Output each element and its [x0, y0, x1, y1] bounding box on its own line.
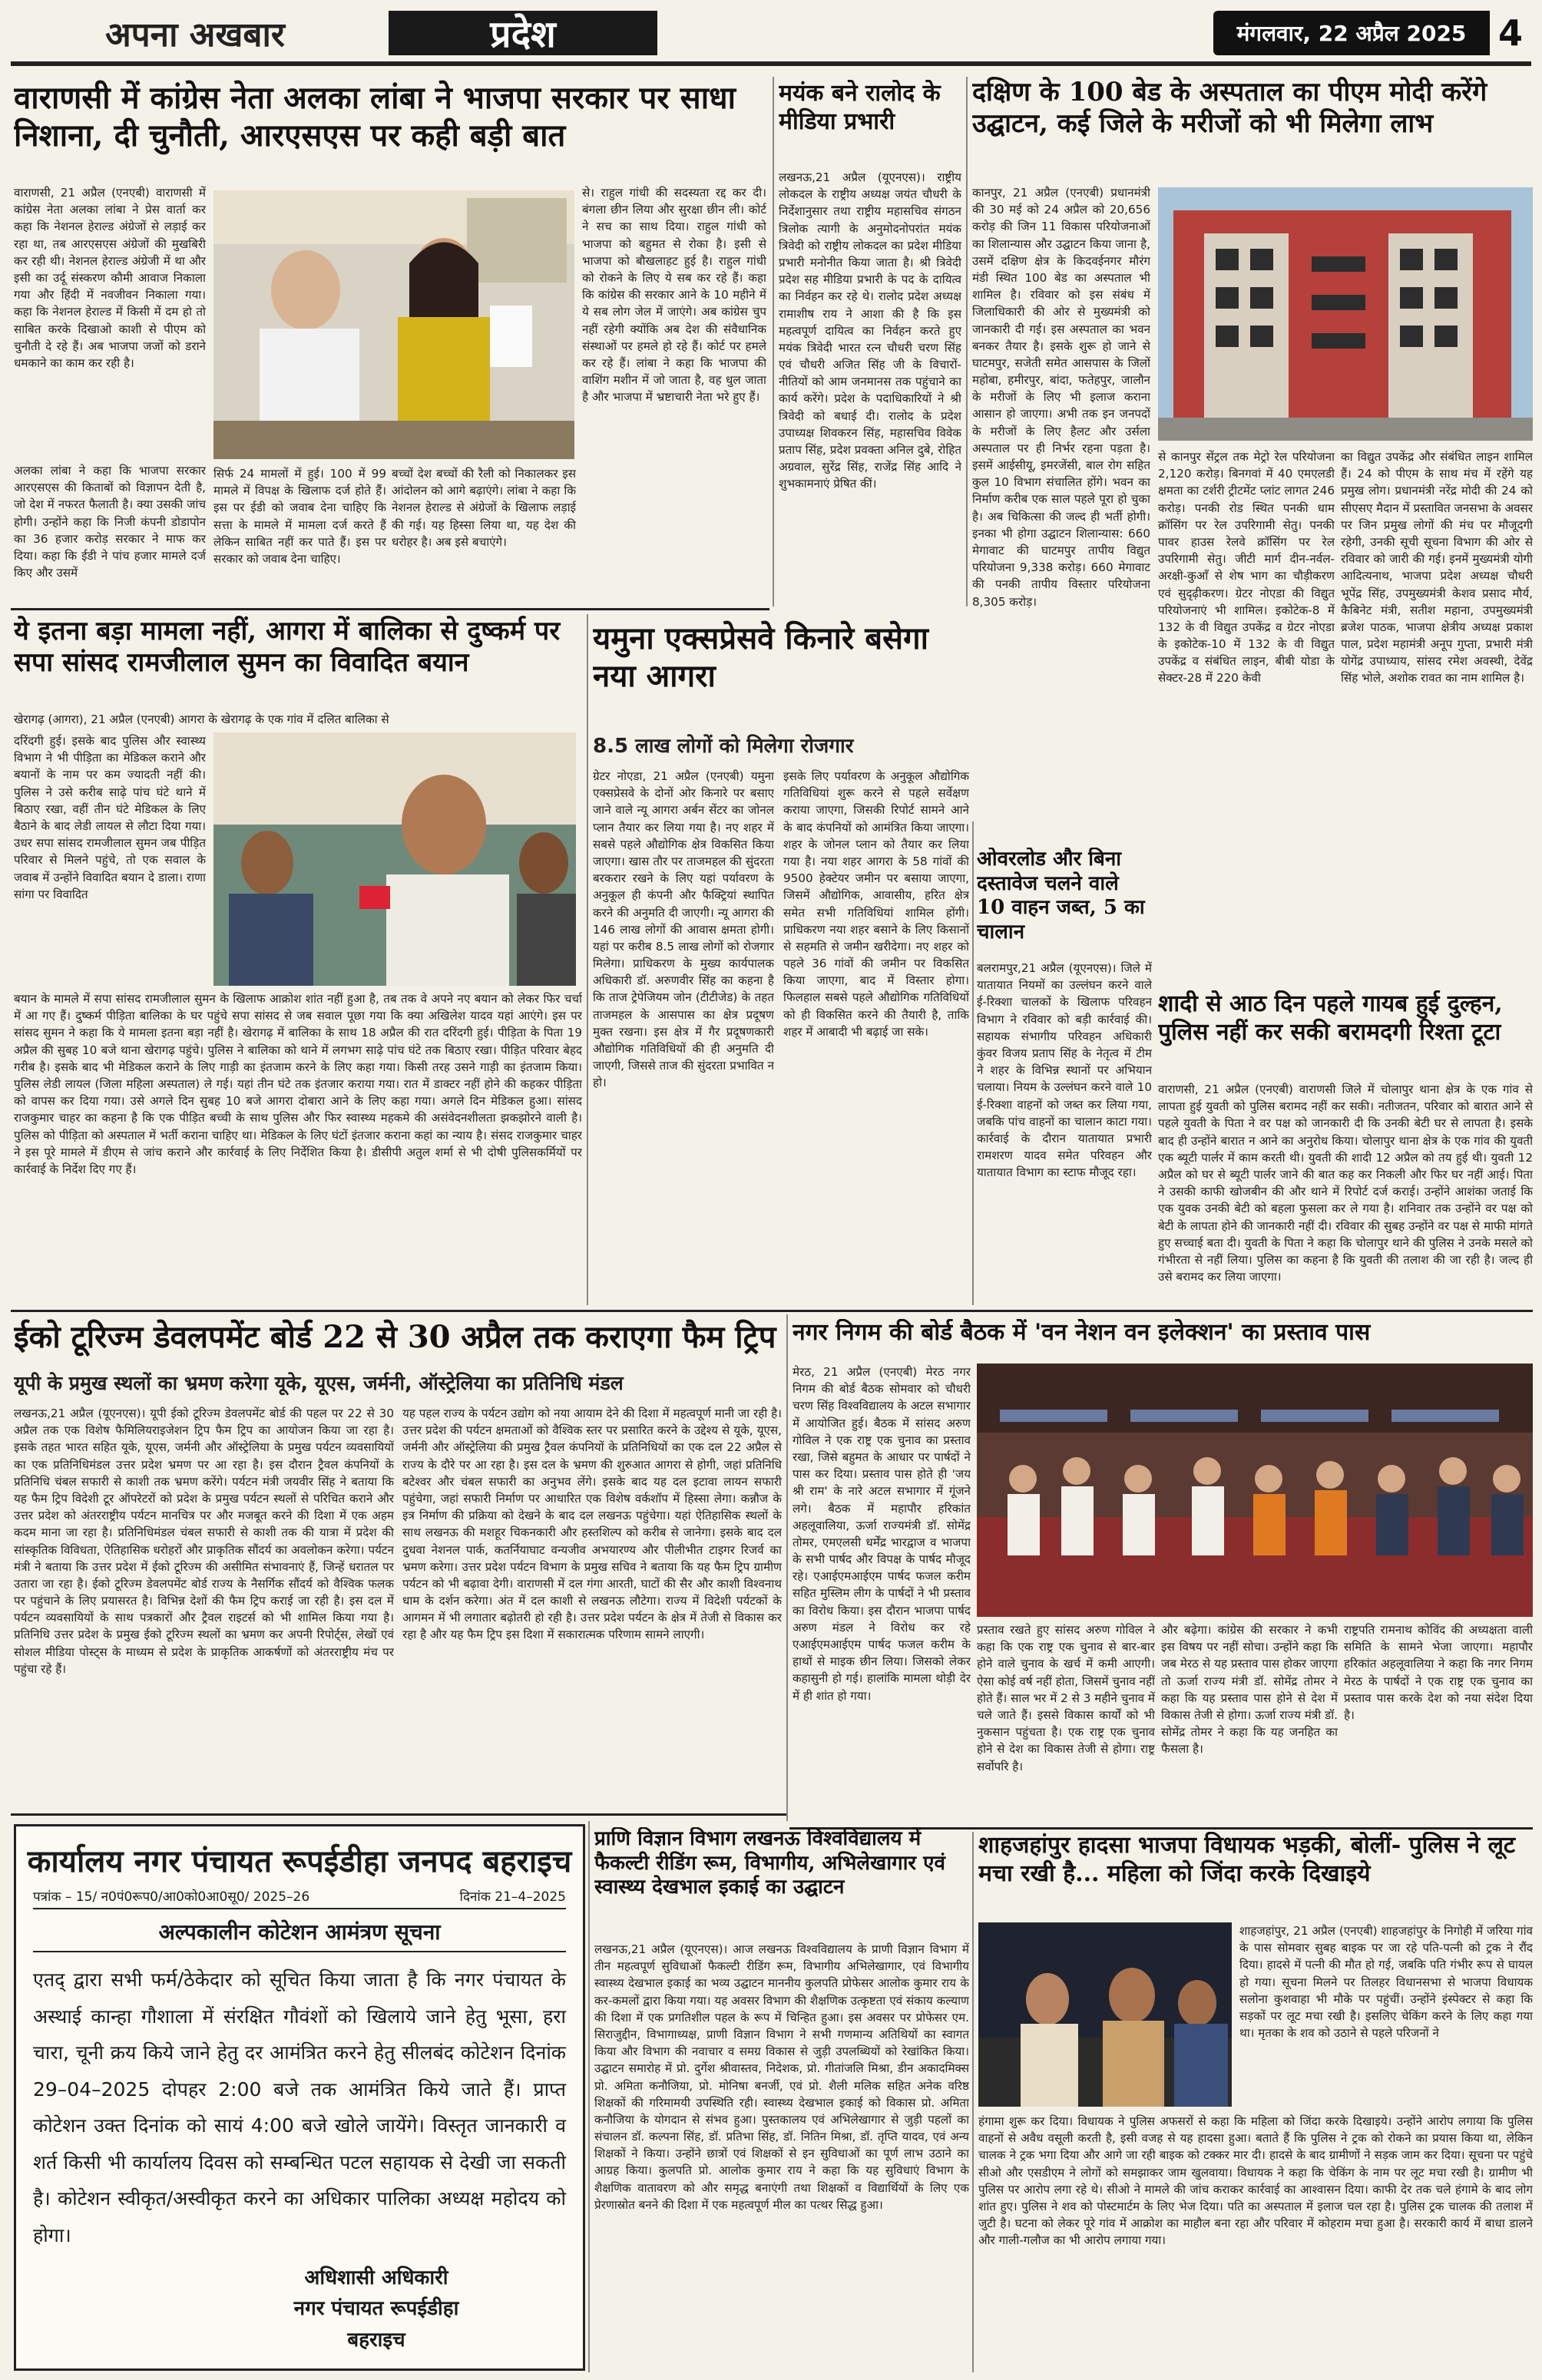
story-yamuna-col2: इसके लिए पर्यावरण के अनुकूल औद्योगिक गतिविधियां शुरू करने से पहले सर्वेक्षण कराया जाएगा, जिसकी रिपोर्ट सामने आने के बाद कंपनियों को आमंत्रित किया जाएगा। शहर के जोनल प्लान को तैयार कर लिया गया है। नया शहर आगरा के 58 गांवों की 9500 हेक्टेयर जमीन पर बसाया जाएगा, जिसमें औद्योगिक, आवासीय, हरित क्षेत्र समेत सभी गतिविधियां शामिल होंगी। प्राधिकरण नया शहर बसाने के लिए किसानों से सहमति से जमीन खरीदेगा। नए शहर को पहले 36 गांवों की जमीन पर विकसित किया जाएगा, बाद में विस्तार होगा। फिलहाल सबसे पहले औद्योगिक गतिविधियों को ही विकसित करने की तैयारी है, ताकि शहर में आबादी भी बढ़ाई जा सके। [783, 769, 969, 1039]
ad-subheading: अल्पकालीन कोटेशन आमंत्रण सूचना [33, 1908, 566, 1952]
story-nigam-col3: और बढ़ेगा। कांग्रेस की सरकार ने कभी इस विषय पर नहीं सोचा। उन्होंने कहा कि जब मेरठ से यह प्रस्ताव पास होकर जाएगा तो ऊर्जा राज्य मंत्री डॉ. सोमेंद्र तोमर ने कहा कि यह प्रस्ताव पास होने से देश में विकास तेजी से होगा। ऊर्जा राज्य मंत्री डॉ. सोमेंद्र तोमर ने कहा कि यह जनहित का फैसला है। [1161, 1623, 1338, 1757]
story-alka-col3: सिर्फ 24 मामलों में हुई। 100 में 99 मामले में विपक्ष के खिलाफ दर्ज होते हैं। इस पर ईडी को जवाब देना चाहिए कि सत्ता के मामले में मामला दर्ज करते हैं लेकिन साबित नहीं कर पाते हैं। इस पर सरकार को जवाब देना चाहिए। [213, 467, 386, 566]
story-nigam-col1: मेरठ, 21 अप्रैल (एनएबी) मेरठ नगर निगम की बोर्ड बैठक सोमवार को चौधरी चरण सिंह विश्वविद्यालय के अटल सभागार में आयोजित हुई। बैठक में सांसद अरुण गोविल ने एक राष्ट्र एक चुनाव का प्रस्ताव रखा, जिसे बहुमत के आधार पर पार्षदों ने पास कर दिया। प्रस्ताव पास होते ही 'जय श्री राम' के नारे अटल सभागार में गूंजने लगे। बैठक में महापौर हरिकांत अहलूवालिया, ऊर्जा राज्यमंत्री डॉ. सोमेंद्र तोमर, एमएलसी धर्मेंद्र भारद्वाज व भाजपा के सभी पार्षद और विपक्ष के पार्षद मौजूद रहे। एआईएमआईएम पार्षद फजल करीम सहित मुस्लिम लीग के पार्षदों ने भी प्रस्ताव का विरोध किया। इस दौरान भाजपा पार्षद अरुण मंडल ने विरोध कर रहे एआईएमआईएम पार्षद फजल करीम के हाथों से माइक छीन लिया। जिसको लेकर कहासुनी हो गई। हालांकि मामला थोड़ी देर में ही शांत हो गया। [793, 1365, 971, 1703]
tender-notice-ad [14, 1824, 585, 2371]
ad-title: कार्यालय नगर पंचायत रूपईडीहा जनपद बहराइच [27, 1843, 572, 1879]
story-lu-body: लखनऊ,21 अप्रैल (यूएनएस)। आज लखनऊ विश्वविद्यालय के प्राणी विज्ञान विभाग में तीन महत्वपूर्ण सुविधाओं फैकल्टी रीडिंग रूम, विभागीय अभिलेखागार, एवं विभागीय स्वास्थ्य देखभाल इकाई का भव्य उद्घाटन माननीय कुलपति प्रोफेसर आलोक कुमार राय के कर-कमलों द्वारा किया गया। यह अवसर विभाग की शैक्षणिक उत्कृष्टता एवं संकाय कल्याण की दिशा में एक प्रगतिशील पहल के रूप में चिन्हित हुआ। इस अवसर पर प्रोफेसर एम. सिराजुद्दीन, विभागाध्यक्ष, प्राणी विज्ञान विभाग ने सभी गणमान्य अतिथियों का स्वागत किया और विभाग की नवाचार व समग्र विकास से जुड़ी उपलब्धियों को रेखांकित किया। उद्घाटन समारोह में प्रो. दुर्गेश श्रीवास्तव, निदेशक, प्रो. गीतांजलि मिश्रा, डीन अकादमिक्स प्रो. अमिता कनौजिया, प्रो. मोनिषा बनर्जी, एवं प्रो. शैली मलिक सहित अनेक वरिष्ठ शिक्षकों की गरिमामयी उपस्थिति रही। स्वास्थ्य देखभाल इकाई को विकास प्रो. अमिता कनौजिया के योगदान से संभव हुआ। पुस्तकालय एवं अभिलेखागार से जुड़ी पहलों का संचालन डॉ. कल्पना सिंह, डॉ. प्रतिभा सिंह, डॉ. नितिन मिश्रा, डॉ. तृप्ति यादव, एवं अन्य शिक्षकों ने किया। उन्होंने छात्रों एवं शिक्षकों से इन सुविधाओं का पूर्ण लाभ उठाने का आग्रह किया। कुलपति प्रो. आलोक कुमार राय ने कहा कि यह सुविधाएं विभाग के शैक्षणिक वातावरण को और समृद्ध बनाएंगी तथा शिक्षकों व विद्यार्थियों के लिए एक प्रेरणास्रोत बनने की दिशा में एक महत्वपूर्ण मील का पत्थर सिद्ध हुआ। [594, 1942, 969, 2212]
story-yamuna-subheadline: 8.5 लाख लोगों को मिलेगा रोजगार [593, 735, 854, 758]
story-overload-body: बलरामपुर,21 अप्रैल (यूएनएस)। जिले में यातायात नियमों का उल्लंघन करने वाले ई-रिक्शा चालकों के खिलाफ परिवहन विभाग ने रविवार को बड़ी कार्रवाई की। सहायक संभागीय परिवहन अधिकारी कुंवर विजय प्रताप सिंह के नेतृत्व में टीम ने शहर के विभिन्न स्थानों पर अभियान चलाया। नियम के उल्लंघन करने वाले 10 ई-रिक्शा वाहनों को जब्त कर लिया गया, जबकि पांच वाहनों का चालान काटा गया। कार्रवाई के दौरान यातायात प्रभारी रामशरण यादव समेत परिवहन और यातायात विभाग का स्टाफ मौजूद रहा। [977, 961, 1152, 1180]
section-rule [11, 1813, 786, 1816]
story-overload-headline: ओवरलोड और बिना दस्तावेज चलने वाले 10 वाहन जब्त, 5 का चालान [977, 848, 1145, 944]
story-eco-headline: ईको टूरिज्म डेवलपमेंट बोर्ड 22 से 30 अप्रैल तक कराएगा फैम ट्रिप [14, 1319, 776, 1355]
story-alka-headline: वाराणसी में कांग्रेस नेता अलका लांबा ने भाजपा सरकार पर साधा निशाना, दी चुनौती, आरएसएस पर कही बड़ी बात [14, 80, 736, 154]
story-alka-col4: बच्चों देश बच्चों की रैली को निकालकर इस आंदोलन को आगे बढ़ाएंगे। लांबा ने कहा कि नेशनल हेराल्ड से अंग्रेजों के खिलाफ लड़ाई की गई। यह हिस्सा लिया था, यह देश की धरोहर है। अब इसे बचाएंगे। [392, 467, 576, 549]
story-bride-headline: शादी से आठ दिन पहले गायब हुई दुल्हन, पुलिस नहीं कर सकी बरामदगी रिश्ता टूटा [1158, 990, 1503, 1046]
story-eco-subheadline: यूपी के प्रमुख स्थलों का भ्रमण करेगा यूके, यूएस, जर्मनी, ऑस्ट्रेलिया का प्रतिनिधि मंडल [14, 1372, 624, 1394]
story-hospital-col3: का विद्युत उपकेंद्र और संबंधित लाइन शामिल हैं। 24 को पीएम के साथ मंच में रहेंगे यह प्रमुख लोग। प्रधानमंत्री नरेंद्र मोदी की 24 को सीएसए मैदान में प्रस्तावित जनसभा के अवसर पर जिन प्रमुख लोगों की मंच पर मौजूदगी रहेगी, उनकी सूची सूचना विभाग की ओर से रविवार को जारी की गई। इनमें मुख्यमंत्री योगी आदित्यनाथ, भाजपा प्रदेश अध्यक्ष चौधरी भूपेंद्र सिंह, उपमुख्यमंत्री केशव प्रसाद मौर्य, कैबिनेट मंत्री, सतीश महाना, उपमुख्यमंत्री ब्रजेश पाठक, भाजपा क्षेत्रीय अध्यक्ष प्रकाश पाल, प्रदेश महामंत्री अनूप गुप्ता, प्रभारी मंत्री योगेंद्र उपाध्याय, सांसद रमेश अवस्थी, देवेंद्र सिंह भोले, अशोक रावत का नाम शामिल है। [1341, 450, 1533, 686]
ad-body: एतद् द्वारा सभी फर्म/ठेकेदार को सूचित किया जाता है कि नगर पंचायत के अस्थाई कान्हा गौशाला में संरक्षित गौवंशों को खिलाये जाने हेतु भूसा, हरा चारा, चूनी क्रय किये जाने हेतु दर आमंत्रित करने हेतु सीलबंद कोटेशन दिनांक 29–04–2025 दोपहर 2:00 बजे तक आमंत्रित किये जाते हैं। प्राप्त कोटेशन उक्त दिनांक को सायं 4:00 बजे खोले जायेंगे। विस्तृत जानकारी व शर्त किसी भी कार्यालय दिवस को सम्बन्धित पटल सहायक से देखी जा सकती है। कोटेशन स्वीकृत/अस्वीकृत करने का अधिकार पालिका अध्यक्ष महोदय को होगा। [33, 1968, 566, 2246]
story-suman-lead: खेरागढ़ (आगरा), 21 अप्रैल (एनएबी) आगरा के खेरागढ़ के एक गांव में दलित बालिका से [14, 712, 389, 726]
story-nigam-col4: राष्ट्रपति रामनाथ कोविंद की अध्यक्षता वाली समिति के सामने भेजा जाएगा। महापौर हरिकांत अहलूवालिया ने कहा कि नगर निगम मेरठ के पार्षदों ने एक राष्ट्र एक चुनाव का प्रस्ताव पास करके देश को नया संदेश दिया है। [1344, 1623, 1533, 1722]
ad-signature [16, 2263, 583, 2355]
section-name: प्रदेश [389, 11, 657, 55]
ad-date: दिनांक 21–4–2025 [459, 1889, 566, 1905]
story-mayank-headline: मयंक बने रालोद के मीडिया प्रभारी [779, 80, 941, 135]
photo-hospital [1158, 187, 1533, 441]
story-shahjahanpur-bottom: हंगामा शुरू कर दिया। विधायक ने पुलिस अफसरों से कहा कि महिला को जिंदा करके दिखाइये। उन्होंने आरोप लगाया कि पुलिस वाहनों से अवैध वसूली करती है, इसी वजह से यह हादसा हुआ। बताते हैं कि पुलिस ने ट्रक को रोकने का प्रयास किया था, लेकिन चालक ने ट्रक भगा दिया और आगे जा रही बाइक को टक्कर मार दी। हादसे के बाद ग्रामीणों ने सड़क जाम कर दिया। सूचना पर पहुंचे सीओ और एसडीएम ने लोगों को समझाकर जाम खुलवाया। विधायक ने कहा कि चेकिंग के नाम पर लूट मचा रखी है। ग्रामीण भी पुलिस पर आरोप लगा रहे थे। सीओ ने मामले की जांच कराकर कार्रवाई का आश्वासन दिया। काफी देर तक चले हंगामे के बाद लोग शांत हुए। पुलिस ने शव को पोस्टमार्टम के लिए भेज दिया। पति का अस्पताल में इलाज चल रहा है। पुलिस ट्रक चालक की तलाश में जुटी है। घटना को लेकर पूरे गांव में आक्रोश का माहौल बना रहा और परिवार में कोहराम मचा हुआ है। सरकारी कार्य में बाधा डालने और गाली-गलौज का भी आरोप लगाया गया। [978, 2114, 1533, 2248]
column-rule [972, 821, 974, 1305]
issue-date: मंगलवार, 22 अप्रैल 2025 [1213, 11, 1490, 55]
ad-signatory-title: अधिशासी अधिकारी [304, 2266, 448, 2289]
story-yamuna-headline: यमुना एक्सप्रेसवे किनारे बसेगा नया आगरा [593, 620, 928, 694]
story-hospital-col2: से कानपुर सेंट्रल तक मेट्रो रेल परियोजना 2,120 करोड़। बिनगवां में 40 एमएलडी क्षमता का टर्शरी ट्रीटमेंट प्लांट लागत 246 करोड़। पनकी रोड स्थित पनकी धाम क्रॉसिंग पर रेल उपरिगामी सेतु। पनकी पावर हाउस रेलवे क्रॉसिंग पर रेल उपरिगामी सेतु। जीटी मार्ग दीन-नर्वल-अरक्षी-कुआँ से शेष भाग का चौड़ीकरण एवं सुदृढ़ीकरण। ग्रेटर नोएडा की विद्युत परियोजनाएं भी शामिल। इकोटेक-8 में 132 के वी विद्युत उपकेंद्र व ग्रेटर नोएडा के इकोटेक-10 में 132 के वी विद्युत उपकेंद्र व संबंधित लाइन, बीबी योडा के सेक्टर-28 में 220 केवी [1158, 450, 1335, 686]
column-rule [588, 1821, 590, 2372]
story-alka-col2: से। राहुल गांधी की सदस्यता रद्द कर दी। बंगला छीन लिया और सुरक्षा छीन ली। कोर्ट ने सच का साथ दिया। राहुल गांधी को भाजपा को बहुमत से रोका है। इसी से भाजपा को बौखलाहट हुई है। राहुल गांधी को रोकने के लिए ये सब कर रहे हैं। कहा कि कांग्रेस की सरकार आने के 10 महीने में ये सब लोग जेल में जाएंगे। अब कांग्रेस चुप नहीं रहेगी क्योंकि अब देश की संवैधानिक संस्थाओं पर हमले हो रहे हैं। कोर्ट पर हमले कर रहे हैं। लांबा ने कहा कि भाजपा की वाशिंग मशीन में जो जाता है, वह धुल जाता है और भाजपा में भ्रष्टाचारी नेता भरे हुए हैं। [582, 186, 766, 405]
story-suman-body: बयान के मामले में सपा सांसद रामजीलाल सुमन के खिलाफ आक्रोश शांत नहीं हुआ है, तब तक वे अपने नए बयान को लेकर फिर चर्चा में आ गए हैं। दुष्कर्म पीड़िता बालिका के घर पहुंचे सपा सांसद से जब सवाल पूछा गया कि क्या अखिलेश यादव यहां आएंगे। इस पर सांसद सुमन ने कहा कि ये मामला इतना बड़ा नहीं है। खेरागढ़ में बालिका के साथ 18 अप्रैल की रात दरिंदगी हुई। पीड़िता के पिता 19 अप्रैल की सुबह 10 बजे थाना खेरागढ़ पहुंचे। पुलिस ने बालिका को थाने में लगभग साढ़े पांच घंटे तक बिठाए रखा। पीड़ित परिवार बेहद गरीब है। इसके बाद भी मेडिकल कराने के लिए गाड़ी का इंतजाम करने के लिए कहा गया। किसी तरह उसने गाड़ी का इंतजाम किया। पुलिस लेडी लायल (जिला महिला अस्पताल) ले गई। यहां तीन घंटे तक इंतजार कराया गया। रात में डाक्टर नहीं होने की कहकर पीड़िता को वापस कर दिया गया। उसे अगले दिन सुबह 10 बजे आगरा दोबारा आने के लिए कहा गया। अगले दिन मेडिकल हुआ। सांसद राजकुमार चाहर का कहना है कि एक पीड़ित बच्ची के साथ पुलिस और फिर स्वास्थ्य महकमे की असंवेदनशीलता झकझोरने वाली है। पुलिस को पीड़िता को अस्पताल में भर्ती कराना चाहिए था। मेडिकल के लिए घंटों इंतजार कराना कहां का न्याय है। संसद राजकुमार चाहर ने इस पूरे मामले में डीएम से जांच कराने और कार्रवाई के लिए निर्देशित किया है। डीसीपी अतुल शर्मा से भी दोषी पुलिसकर्मियों पर कार्रवाई के निर्देश दिए गए हैं। [14, 992, 582, 1176]
photo-meeting [977, 1364, 1533, 1617]
story-suman-headline: ये इतना बड़ा मामला नहीं, आगरा में बालिका से दुष्कर्म पर सपा सांसद रामजीलाल सुमन का विवादित बयान [14, 616, 561, 679]
story-alka-col1b: अलका लांबा ने कहा कि भाजपा सरकार आरएसएस की किताबों को विज्ञापन देती है, जो देश में नफरत फैलाती है। क्या उसकी जांच होगी। उन्होंने कहा कि निजी कंपनी डोडापोन का 36 हजार करोड़ सरकार ने माफ कर दिया। कहा कि ईडी ने पांच हजार मामले दर्ज किए और उसमें [14, 464, 206, 580]
photo-ramjilal-suman [213, 732, 576, 986]
ad-signatory-district: बहराइच [347, 2328, 405, 2352]
story-yamuna-col1: ग्रेटर नोएडा, 21 अप्रैल (एनएबी) यमुना एक्सप्रेसवे के दोनों ओर किनारे पर बसाए जाने वाले न्यू आगरा अर्बन सेंटर का जोनल प्लान तैयार कर लिया गया है। नए शहर में सबसे पहले औद्योगिक क्षेत्र विकसित किया जाएगा। खास तौर पर ताजमहल की सुंदरता बरकरार रखने के लिए यहां पर्यावरण के अनुकूल ही कंपनी और फैक्ट्रियां स्थापित करने की अनुमति दी जाएगी। न्यू आगरा की 146 लाख लोगों की आवास क्षमता होगी। यहां पर करीब 8.5 लाख लोगों को रोजगार मिलेगा। प्राधिकरण के मुख्य कार्यपालक अधिकारी डॉ. अरुणवीर सिंह का कहना है कि ताज ट्रेपेजियम जोन (टीटीजेड) के तहत ताजमहल के आसपास का क्षेत्र प्रदूषण मुक्त रखना। इस क्षेत्र में गैर प्रदूषणकारी औद्योगिक गतिविधियों की ही अनुमति दी जाएगी, जिससे ताज की सुंदरता प्रभावित न हो। [593, 769, 774, 1090]
story-nigam-col2: प्रस्ताव रखते हुए सांसद अरुण गोविल ने कहा कि एक राष्ट्र एक चुनाव से बार-बार होने वाले चुनाव के खर्च में कमी आएगी। ऐसा कोई वर्ष नहीं होता, जिसमें चुनाव नहीं होते हैं। साल भर में 2 से 3 महीने चुनाव में चले जाते हैं। इससे विकास कार्यों को भी नुकसान पहुंचता है। एक राष्ट्र एक चुनाव होने से देश का विकास तेजी से होगा। राष्ट्र सर्वोपरि है। [977, 1623, 1155, 1773]
section-rule [11, 608, 769, 610]
column-rule [786, 1314, 788, 1821]
story-nigam-headline: नगर निगम की बोर्ड बैठक में 'वन नेशन वन इलेक्शन' का प्रस्ताव पास [793, 1319, 1371, 1346]
photo-shahjahanpur [978, 1922, 1232, 2107]
newspaper-brand: अपना अखबार [11, 11, 379, 55]
photo-alka-lamba [213, 190, 574, 459]
story-alka-col1: वाराणसी, 21 अप्रैल (एनएबी) वाराणसी में कांग्रेस नेता अलका लांबा ने प्रेस वार्ता कर कहा कि नेशनल हेराल्ड अंग्रेजों से लड़ाई कर रहा था, तब आरएसएस अंग्रेजों की मुखबिरी कर रही थी। नेशनल हेराल्ड अंग्रेजी में था और इसी का उर्दू संस्करण कौमी आवाज निकाला गया और हिंदी में नवजीवन निकाला गया। कहा कि नेशनल हेराल्ड में किसी में दम हो तो साबित करके दिखाओ काशी से पीएम को चुनौती दे रहे हैं। अब भाजपा जजों को डराने धमकाने का काम कर रही है। [14, 186, 206, 370]
story-suman-col1: दरिंदगी हुई। इसके बाद पुलिस और स्वास्थ्य विभाग ने भी पीड़िता का मेडिकल कराने और बयानों के नाम पर कम ज्यादती नहीं की। पुलिस ने उसे करीब साढ़े पांच घंटे थाने में बिठाए रखा, वहीं तीन घंटे मेडिकल के लिए बैठाने के बाद लेडी लायल से लौटा दिया गया। उधर सपा सांसद रामजीलाल सुमन जब पीड़ित परिवार से मिलने पहुंचे, तो एक सवाल के जवाब में उन्होंने विवादित बयान दे डाला। राणा सांगा पर विवादित [14, 734, 206, 901]
ad-meta [16, 1884, 583, 1908]
story-lu-headline: प्राणि विज्ञान विभाग लखनऊ विश्वविद्यालय में फैकल्टी रीडिंग रूम, विभागीय, अभिलेखागार एवं स्वास्थ्य देखभाल इकाई का उद्घाटन [594, 1827, 945, 1899]
story-mayank-body: लखनऊ,21 अप्रैल (यूएनएस)। राष्ट्रीय लोकदल के राष्ट्रीय अध्यक्ष जयंत चौधरी के निर्देशानुसार तथा राष्ट्रीय महासचिव संगठन त्रिलोक त्यागी के अनुमोदनोपरांत मयंक त्रिवेदी को राष्ट्रीय लोकदल का प्रदेश मीडिया प्रभारी मनोनीत किया जाता है। श्री त्रिवेदी प्रदेश सह मीडिया प्रभारी के पद के दायित्व का निर्वहन कर रहे थे। रालोद प्रदेश अध्यक्ष रामाशीष राय ने आशा की है कि इस महत्वपूर्ण दायित्व का निर्वहन करते हुए मयंक त्रिवेदी भारत रत्न चौधरी चरण सिंह एवं चौधरी अजित सिंह जी के विचारों-नीतियों को आम जनमानस तक पहुंचाने का कार्य करेंगे। प्रदेश के पदाधिकारियों ने श्री त्रिवेदी को बधाई दी। रालोद के प्रदेश उपाध्यक्ष शिवकरन सिंह, महासचिव विवेक प्रताप सिंह, प्रदेश प्रवक्ता अनिल दुबे, रोहित अग्रवाल, सुरेंद्र सिंह, राजेंद्र सिंह आदि ने शुभकामनाएं प्रेषित कीं। [779, 170, 961, 491]
section-rule [11, 1310, 1533, 1312]
story-hospital-headline: दक्षिण के 100 बेड के अस्पताल का पीएम मोदी करेंगे उद्घाटन, कई जिले के मरीजों को भी मिलेगा लाभ [972, 77, 1487, 140]
column-rule [972, 1832, 974, 2372]
column-rule [966, 77, 968, 607]
ad-ref-number: पत्रांक – 15/ न0पं0रूप0/आ0को0आ0सू0/ 2025–26 [33, 1889, 310, 1905]
ad-signatory-office: नगर पंचायत रूपईडीहा [293, 2297, 459, 2321]
story-hospital-col1: कानपुर, 21 अप्रैल (एनएबी) प्रधानमंत्री की 30 मई को 24 अप्रैल को 20,656 करोड़ की जिन 11 विकास परियोजनाओं का शिलान्यास और उद्घाटन किया जाना है, उसमें दक्षिण क्षेत्र के किदवईनगर मौरंग मंडी स्थित 100 बेड का अस्पताल भी शामिल है। रविवार को इस संबंध में जिलाधिकारी की ओर से मुख्यमंत्री को जानकारी दी गई। इस अस्पताल का भवन बनकर तैयार है। इसके शुरू हो जाने से घाटमपुर, सजेती समेत आसपास के जिलों महोबा, हमीरपुर, बांदा, फतेहपुर, जालौन के मरीजों के लिए भी इलाज कराना आसान हो जाएगा। अभी तक इन जनपदों के मरीजों के लिए हैलट और उर्सला अस्पताल पर ही निर्भर रहना पड़ता है। इसमें आईसीयू, इमरजेंसी, बाल रोग सहित कुल 10 विभाग संचालित होंगे। भवन का निर्माण करीब एक साल पहले पूरा हो चुका है। अब चिकित्सा की जल्द ही भर्ती होगी। इनका भी होगा उद्घाटन शिलान्यास: 660 मेगावाट की घाटमपुर तापीय विद्युत परियोजना 9,338 करोड़। 660 मेगावाट की पनकी तापीय विस्तार परियोजना 8,305 करोड़। [972, 186, 1150, 609]
column-rule [587, 614, 588, 1305]
column-rule [773, 77, 774, 607]
page-number: 4 [1497, 12, 1523, 54]
story-shahjahanpur-top: शाहजहांपुर, 21 अप्रैल (एनएबी) शाहजहांपुर के निगोही में जरिया गांव के पास सोमवार सुबह बाइक पर जा रहे पति-पत्नी को ट्रक ने रौंद दिया। हादसे में पत्नी की मौत हो गई, जबकि पति गंभीर रूप से घायल हो गया। सूचना मिलने पर तिलहर विधानसभा से भाजपा विधायक सलोना कुशवाहा भी मौके पर पहुंचीं। उन्होंने इंस्पेक्टर से कहा कि सड़कों पर लूट मचा रखी है। इसलिए चेकिंग करने के लिए कहा गया था। मृतका के शव को उठाने से पहले परिजनों ने [1239, 1924, 1533, 2041]
story-shahjahanpur-headline: शाहजहांपुर हादसा भाजपा विधायक भड़की, बोलीं- पुलिस ने लूट मचा रखी है... महिला को जिंदा करके दिखाइये [978, 1832, 1516, 1887]
story-bride-body: वाराणसी, 21 अप्रैल (एनएबी) वाराणसी जिले में चोलापुर थाना क्षेत्र के एक गांव से लापता हुई युवती को पुलिस बरामद नहीं कर सकी। नतीजतन, परिवार को बारात आने से पहले युवती के पिता ने वर पक्ष को जानकारी दी कि उनकी बेटी घर से लापता है। इसके बाद ही उन्होंने बारात न आने का अनुरोध किया। चोलापुर थाना क्षेत्र के एक गांव की युवती एक ब्यूटी पार्लर में काम करती थी। युवती की शादी 12 अप्रैल को तय हुई थी। युवती 12 अप्रैल को घर से ब्यूटी पार्लर जाने की बात कह कर निकली और फिर घर नहीं आई। पिता ने उसकी काफी खोजबीन की और थाने में रिपोर्ट दर्ज कराई। उन्होंने आशंका जताई कि एक युवक उनकी बेटी को बहला फुसला कर ले गया है। शनिवार तक उन्होंने वर पक्ष को बेटी के लापता होने की जानकारी नहीं दी। रविवार की सुबह उन्होंने वर पक्ष से माफी मांगते हुए सच्चाई बता दी। युवती के पिता ने कहा कि चोलापुर थाने की पुलिस ने उनके मसले को गंभीरता से नहीं लिया। पुलिस का कहना है कि युवती की तलाश की जा रही है। जल्द ही उसे बरामद कर लिया जाएगा। [1158, 1083, 1533, 1284]
masthead [11, 5, 1531, 66]
story-eco-col2: यह पहल राज्य के पर्यटन उद्योग को नया आयाम देने की दिशा में महत्वपूर्ण मानी जा रही है। उत्तर प्रदेश की पर्यटन क्षमताओं को वैश्विक स्तर पर प्रसारित करने के उद्देश्य से यूके, यूएस, जर्मनी और ऑस्ट्रेलिया की प्रमुख ट्रैवल कंपनियों के प्रतिनिधियों का एक दल 22 अप्रैल से राज्य के दौरे पर आ रहा है। इस दल के भ्रमण की शुरुआत आगरा से होगी, जहां प्रतिनिधि बटेश्वर और चंबल सफारी का अनुभव लेंगे। इसके बाद यह दल इटावा लायन सफारी पहुंचेगा, जहां सफारी निर्माण पर आधारित एक विशेष वर्कशॉप में हिस्सा लेगा। कन्नौज के इत्र निर्माण की प्रक्रिया को देखने के बाद दल लखनऊ पहुंचेगा। यहां ऐतिहासिक स्थलों के साथ लखनऊ की मशहूर चिकनकारी और हस्तशिल्प को करीब से जानेगा। इसके बाद दल दुधवा नेशनल पार्क, कतर्नियाघाट वन्यजीव अभयारण्य और पीलीभीत टाइगर रिजर्व का भ्रमण करेगा। उत्तर प्रदेश पर्यटन विभाग के प्रमुख सचिव ने बताया कि यह फैम ट्रिप ग्रामीण पर्यटन को भी बढ़ावा देगी। वाराणसी में दल गंगा आरती, घाटों की सैर और काशी विश्वनाथ धाम के दर्शन करेगा। अंत में दल काशी से लखनऊ लौटेगा। राज्य में विदेशी पर्यटकों के आगमन में भी लगातार बढ़ोतरी हो रही है। उत्तर प्रदेश पर्यटन के क्षेत्र में तेजी से विकास कर रहा है और यह फैम ट्रिप इस दिशा में सकारात्मक परिणाम सामने लाएगी। [402, 1407, 782, 1642]
story-eco-col1: लखनऊ,21 अप्रैल (यूएनएस)। यूपी ईको टूरिज्म डेवलपमेंट बोर्ड की पहल पर 22 से 30 अप्रैल तक एक विशेष फैमिलियराइजेशन ट्रिप फैम ट्रिप का आयोजन किया जा रहा है। इसके तहत भारत सहित यूके, यूएस, जर्मनी और ऑस्ट्रेलिया के प्रमुख पर्यटन व्यवसायियों का एक प्रतिनिधिमंडल उत्तर प्रदेश भ्रमण पर आ रहा है। इस दौरान ट्रैवल कंपनियों के प्रतिनिधि चंबल सफारी से काशी तक भ्रमण करेंगे। पर्यटन मंत्री जयवीर सिंह ने बताया कि यह फैम ट्रिप विदेशी टूर ऑपरेटरों को प्रदेश के प्रमुख पर्यटन स्थलों से परिचित कराने और उत्तर प्रदेश को अंतरराष्ट्रीय पर्यटन मानचित्र पर और मजबूत करने की दिशा में एक अहम कदम माना जा रहा है। प्रतिनिधिमंडल चंबल सफारी से काशी तक की यात्रा में प्रदेश की सांस्कृतिक विविधता, ऐतिहासिक धरोहरों और प्राकृतिक सौंदर्य का अवलोकन करेगा। पर्यटन मंत्री ने बताया कि उत्तर प्रदेश में ईको टूरिज्म की असीमित संभावनाएं हैं, जिन्हें धरातल पर उतारा जा रहा है। ईको टूरिज्म डेवलपमेंट बोर्ड राज्य के नैसर्गिक सौंदर्य को वैश्विक फलक पर पहुंचाने के लिए प्रयासरत है। विभिन्न देशों की फैम ट्रिप कराई जा रही है। इस दल में पर्यटन व्यवसायियों के साथ पत्रकारों और ट्रैवल राइटर्स को भी शामिल किया गया है। प्रतिनिधि उत्तर प्रदेश के प्रमुख ईको टूरिज्म स्थलों का भ्रमण कर अपनी रिपोर्ट्स, लेखों एवं सोशल मीडिया पोस्ट्स के माध्यम से प्रदेश के प्राकृतिक आकर्षणों को अंतरराष्ट्रीय मंच पर पहुंचा रहे हैं। [14, 1407, 394, 1676]
